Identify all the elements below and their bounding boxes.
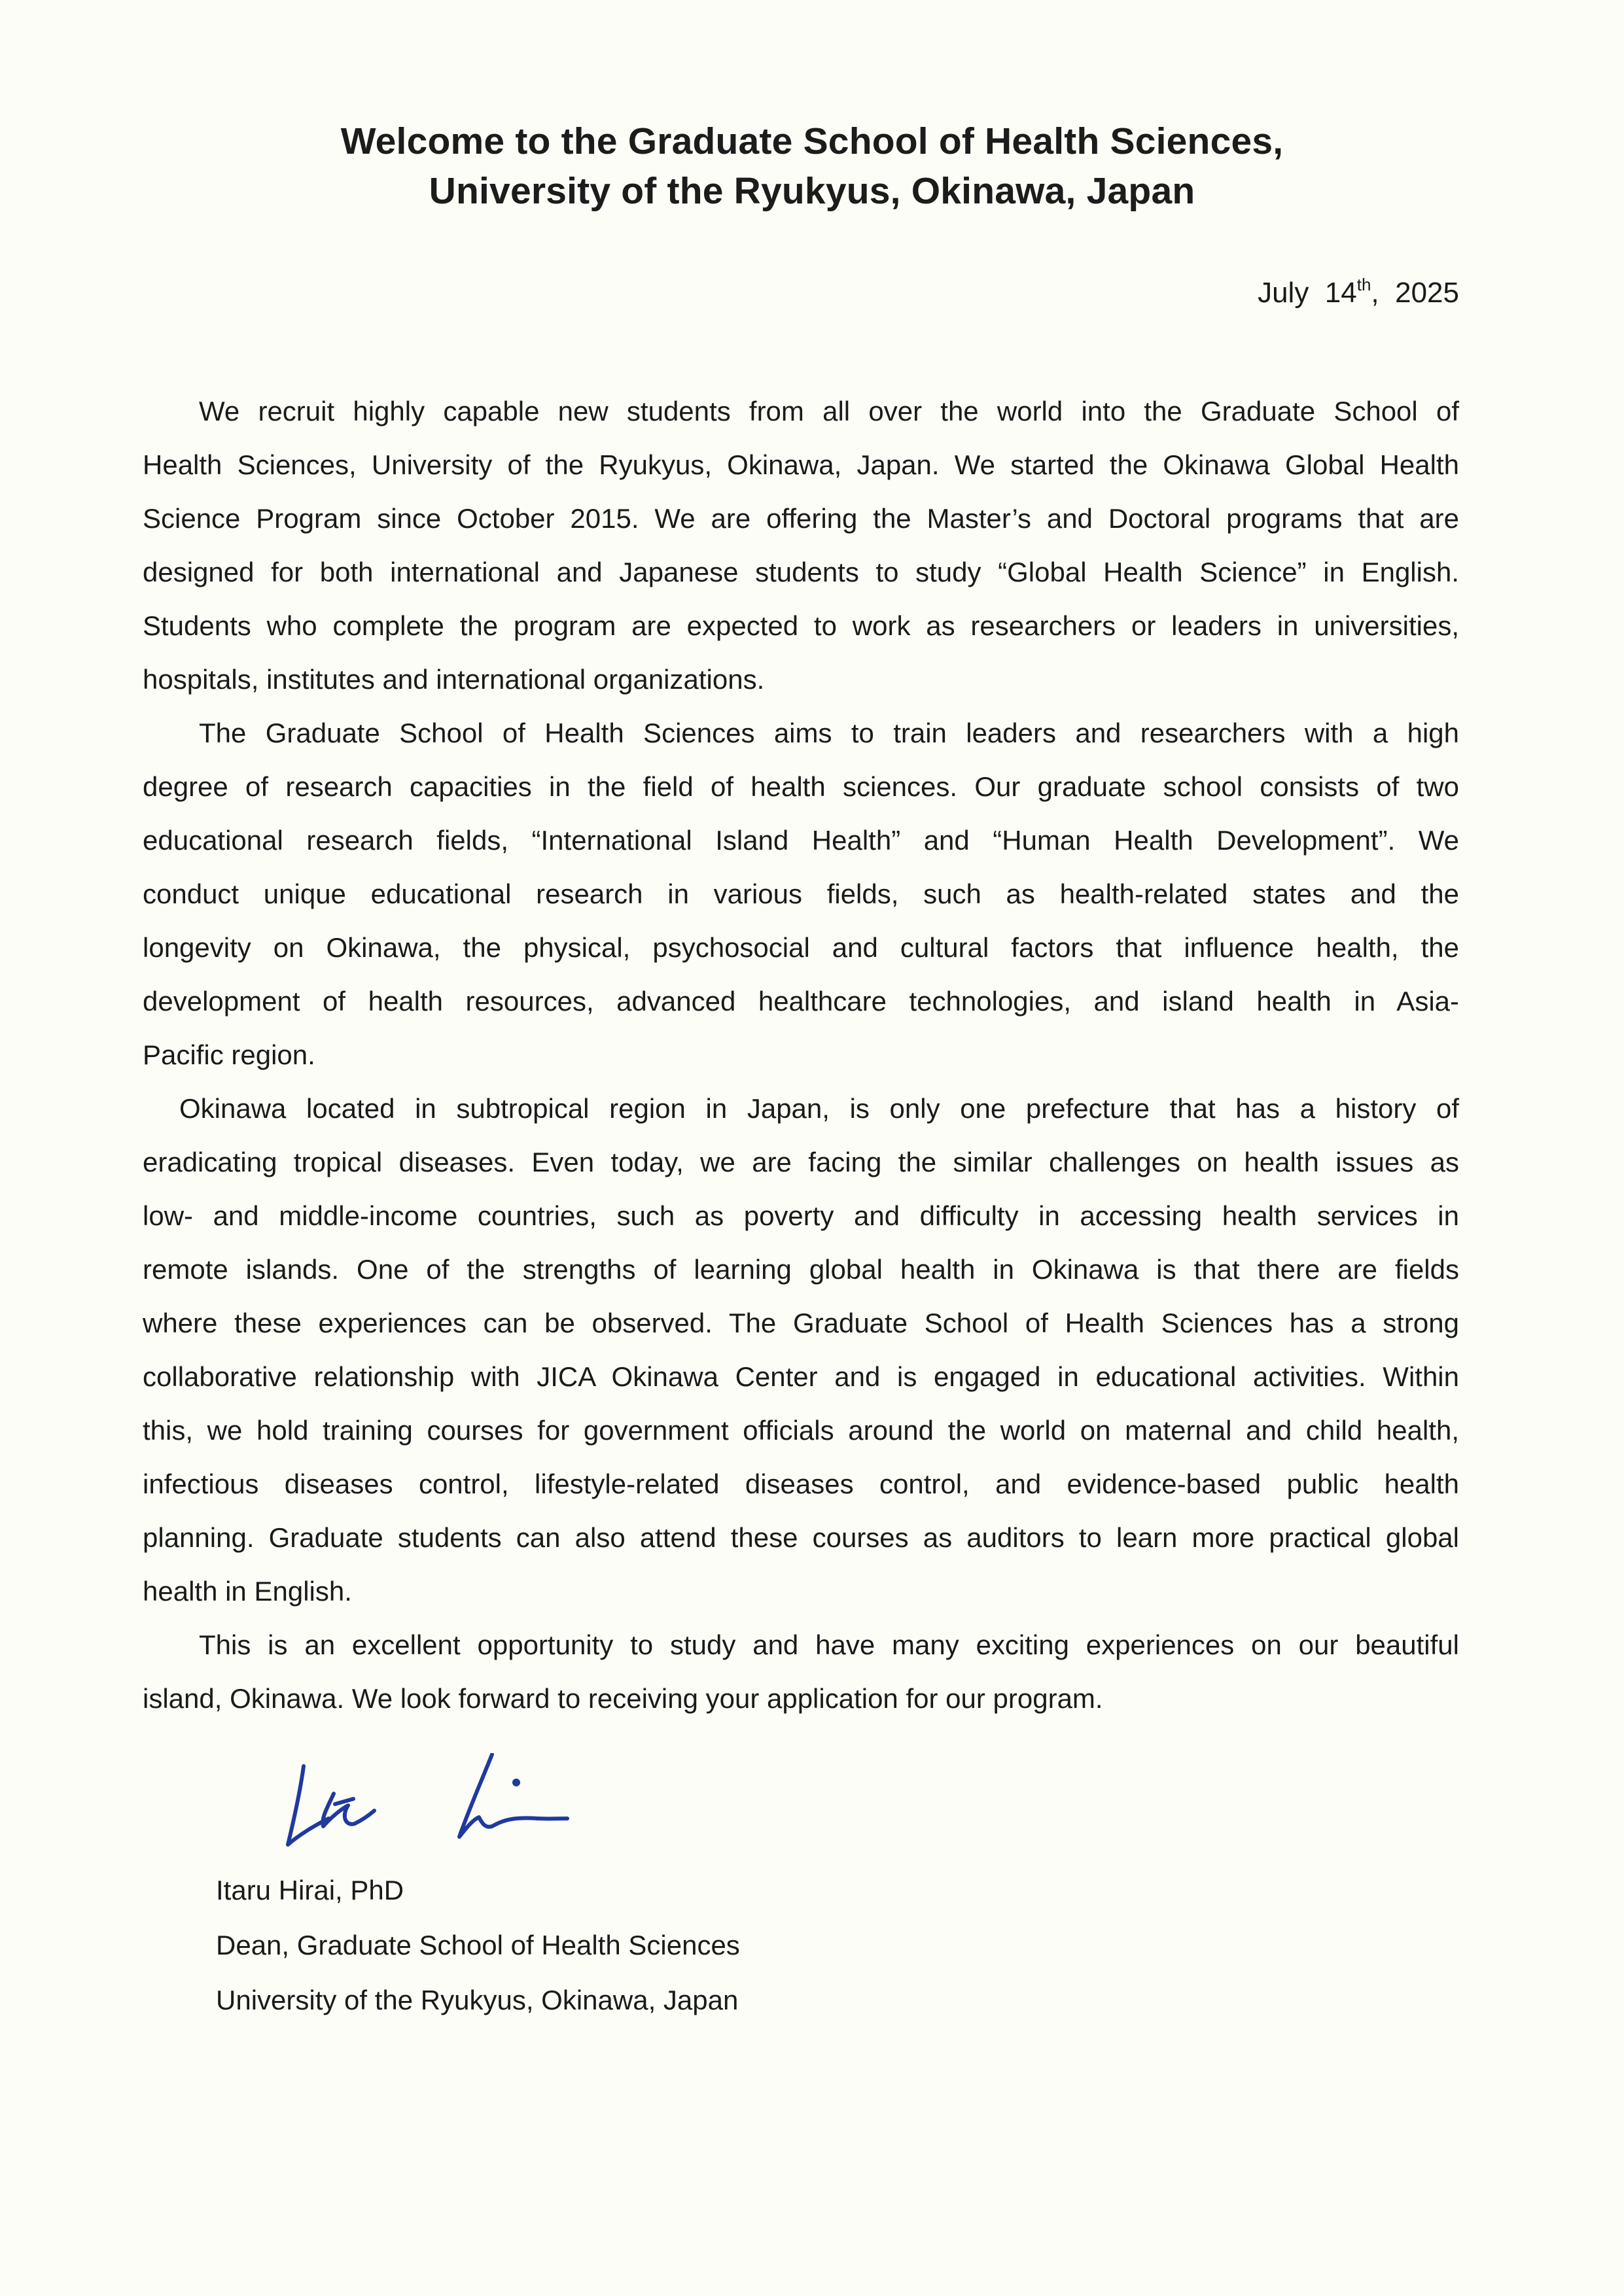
body-line: We recruit highly capable new students from all over the world into the Graduate School of [199,396,1459,426]
body-line: planning. Graduate students can also attend these courses as auditors to learn more practical global [143,1522,1459,1553]
date-day-suffix: th [1356,275,1371,294]
body-line: infectious diseases control, lifestyle-related diseases control, and evidence-based public health [143,1469,1459,1499]
body-line: development of health resources, advanced healthcare technologies, and island health in Asia- [143,986,1459,1017]
paragraph-4 [143,1618,1459,1726]
paragraph-1 [143,385,1459,706]
signature-icon [270,1753,636,1851]
body-line: The Graduate School of Health Sciences aims to train leaders and researchers with a high [199,718,1459,748]
paragraph-3 [143,1082,1459,1618]
body-line: low- and middle-income countries, such as poverty and difficulty in accessing health services in [143,1200,1459,1231]
body-line: This is an excellent opportunity to study and have many exciting experiences on our beautiful [199,1629,1459,1660]
body-line: conduct unique educational research in various fields, such as health-related states and the [143,878,1459,909]
letter-body [143,385,1459,1726]
body-line: degree of research capacities in the field of health sciences. Our graduate school consists of two [143,771,1459,802]
body-line: designed for both international and Japanese students to study “Global Health Science” in English. [143,557,1459,587]
body-line: where these experiences can be observed. The Graduate School of Health Sciences has a strong [143,1308,1459,1338]
body-line: remote islands. One of the strengths of learning global health in Okinawa is that there are fields [143,1254,1459,1285]
handwritten-signature [270,1753,636,1851]
letter-title [0,116,1624,216]
signatory-affiliation: University of the Ryukyus, Okinawa, Japan [216,1985,739,2015]
date-month: July [1258,277,1309,309]
letter-date: July 14th, 2025 [1258,275,1459,309]
paragraph-2 [143,706,1459,1082]
body-line: Students who complete the program are expected to work as researchers or leaders in universities, [143,610,1459,641]
body-line: eradicating tropical diseases. Even today, we are facing the similar challenges on health issues as [143,1147,1459,1177]
body-line: Pacific region. [143,1039,315,1070]
body-line: educational research fields, “International Island Health” and “Human Health Development”. We [143,825,1459,856]
body-line: Health Sciences, University of the Ryukyus, Okinawa, Japan. We started the Okinawa Global Health [143,449,1459,480]
title-line-2: University of the Ryukyus, Okinawa, Japan [429,170,1195,212]
body-line: Okinawa located in subtropical region in Japan, is only one prefecture that has a history of [179,1093,1459,1124]
title-line-1: Welcome to the Graduate School of Health Sciences, [340,120,1284,162]
date-day: 14 [1324,277,1357,309]
body-line: this, we hold training courses for government officials around the world on maternal and child health, [143,1415,1459,1446]
body-line: collaborative relationship with JICA Okinawa Center and is engaged in educational activities. Within [143,1361,1459,1392]
body-line: hospitals, institutes and international organizations. [143,664,765,695]
body-line: longevity on Okinawa, the physical, psychosocial and cultural factors that influence health, the [143,932,1459,963]
signatory-name: Itaru Hirai, PhD [216,1875,404,1905]
signatory-block [216,1863,740,2028]
body-line: island, Okinawa. We look forward to receiving your application for our program. [143,1683,1103,1714]
date-year: 2025 [1395,277,1459,309]
body-line: Science Program since October 2015. We are offering the Master’s and Doctoral programs that are [143,503,1459,534]
signatory-position: Dean, Graduate School of Health Sciences [216,1930,740,1960]
body-line: health in English. [143,1576,352,1607]
